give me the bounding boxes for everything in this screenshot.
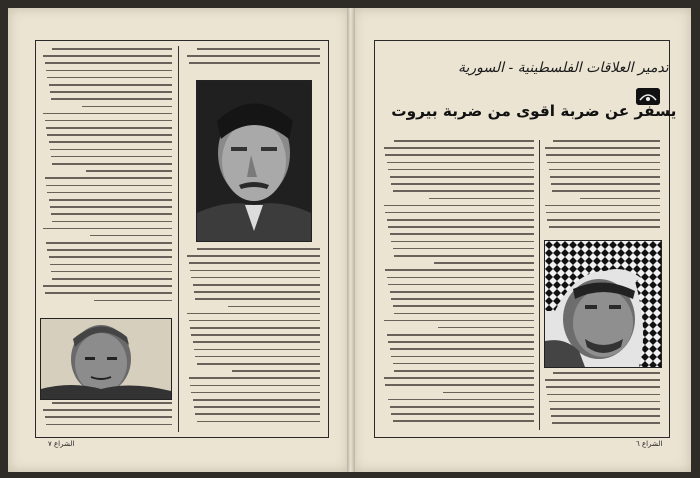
text-line xyxy=(90,235,172,237)
left-column-rule xyxy=(178,46,179,432)
text-line xyxy=(50,206,172,208)
text-line xyxy=(390,406,534,408)
text-line xyxy=(46,127,172,129)
text-line xyxy=(46,424,172,426)
text-line xyxy=(390,233,534,235)
text-line xyxy=(546,154,660,156)
right-article-column-1 xyxy=(544,140,660,236)
text-line xyxy=(190,327,320,329)
text-line xyxy=(552,190,660,192)
text-line xyxy=(394,255,534,257)
text-line xyxy=(228,306,320,308)
text-line xyxy=(189,262,320,264)
text-line xyxy=(50,264,172,266)
left-article-column-2 xyxy=(186,248,320,432)
text-line xyxy=(194,291,320,293)
text-line xyxy=(388,169,534,171)
text-line xyxy=(190,385,320,387)
text-line xyxy=(49,84,173,86)
text-line xyxy=(189,62,320,64)
text-line xyxy=(193,284,320,286)
text-line xyxy=(197,248,320,250)
text-line xyxy=(385,384,534,386)
text-line xyxy=(549,401,660,403)
right-column-rule xyxy=(539,140,540,430)
portrait-elderly-man-icon xyxy=(40,318,172,400)
text-line xyxy=(429,198,534,200)
text-line xyxy=(43,113,172,115)
text-line xyxy=(47,134,172,136)
text-line xyxy=(45,120,172,122)
text-line xyxy=(551,415,660,417)
left-article-column-1-end xyxy=(42,402,172,432)
text-line xyxy=(549,169,660,171)
text-line xyxy=(390,348,534,350)
text-line xyxy=(47,192,172,194)
text-line xyxy=(384,377,534,379)
text-line xyxy=(82,106,172,108)
text-line xyxy=(550,176,660,178)
text-line xyxy=(46,242,172,244)
text-line xyxy=(547,219,660,221)
text-line xyxy=(47,77,172,79)
text-line xyxy=(51,213,172,215)
text-line xyxy=(443,392,534,394)
text-line xyxy=(195,356,320,358)
text-line xyxy=(46,185,172,187)
text-line xyxy=(193,399,320,401)
text-line xyxy=(393,363,534,365)
text-line xyxy=(189,377,320,379)
text-line xyxy=(547,394,660,396)
keffiyeh-photo-caption xyxy=(544,372,660,430)
text-line xyxy=(393,190,534,192)
text-line xyxy=(51,98,172,100)
text-line xyxy=(394,313,534,315)
text-line xyxy=(187,255,320,257)
text-line xyxy=(191,277,320,279)
text-line xyxy=(393,420,534,422)
text-line xyxy=(94,300,172,302)
text-line xyxy=(187,55,320,57)
text-line xyxy=(384,147,534,149)
text-line xyxy=(388,399,534,401)
text-line xyxy=(52,163,172,165)
text-line xyxy=(549,226,660,228)
text-line xyxy=(387,162,534,164)
portrait-man-mustache-icon xyxy=(196,80,312,242)
text-line xyxy=(43,228,172,230)
text-line xyxy=(547,162,660,164)
text-line xyxy=(197,363,320,365)
text-line xyxy=(551,183,660,185)
text-line xyxy=(388,341,534,343)
text-line xyxy=(553,140,660,142)
text-line xyxy=(384,320,534,322)
text-line xyxy=(49,256,173,258)
text-line xyxy=(43,285,172,287)
text-line xyxy=(51,271,172,273)
text-line xyxy=(43,55,172,57)
text-line xyxy=(45,292,172,294)
text-line xyxy=(194,349,320,351)
text-line xyxy=(391,413,534,415)
text-line xyxy=(191,392,320,394)
text-line xyxy=(387,219,534,221)
text-line xyxy=(47,249,172,251)
text-line xyxy=(387,334,534,336)
text-line xyxy=(385,154,534,156)
text-line xyxy=(390,291,534,293)
text-line xyxy=(45,177,172,179)
text-line xyxy=(194,406,320,408)
text-line xyxy=(50,149,172,151)
text-line xyxy=(191,334,320,336)
text-line xyxy=(546,212,660,214)
text-line xyxy=(187,313,320,315)
text-line xyxy=(546,386,660,388)
text-line xyxy=(197,421,320,423)
text-line xyxy=(393,248,534,250)
text-line xyxy=(195,413,320,415)
portrait-keffiyeh-man-icon xyxy=(544,240,662,368)
text-line xyxy=(49,141,173,143)
text-line xyxy=(552,422,660,424)
text-line xyxy=(45,416,172,418)
text-line xyxy=(384,205,534,207)
text-line xyxy=(49,199,173,201)
text-line xyxy=(545,205,660,207)
text-line xyxy=(43,409,172,411)
text-line xyxy=(387,277,534,279)
text-line xyxy=(388,226,534,228)
right-article-column-2 xyxy=(382,140,534,430)
text-line xyxy=(46,70,172,72)
text-line xyxy=(388,284,534,286)
text-line xyxy=(391,241,534,243)
article-headline: يسفر عن ضربة اقوى من ضربة بيروت xyxy=(391,102,677,120)
text-line xyxy=(580,198,660,200)
text-line xyxy=(394,140,534,142)
text-line xyxy=(190,270,320,272)
text-line xyxy=(391,183,534,185)
text-line xyxy=(434,262,534,264)
right-folio: الشراع ٦ xyxy=(636,440,663,448)
magazine-spine xyxy=(347,8,355,472)
text-line xyxy=(391,298,534,300)
text-line xyxy=(189,320,320,322)
text-line xyxy=(193,341,320,343)
text-line xyxy=(385,269,534,271)
text-line xyxy=(52,221,172,223)
text-line xyxy=(197,48,320,50)
text-line xyxy=(393,305,534,307)
top-photo-caption xyxy=(186,48,320,74)
text-line xyxy=(391,356,534,358)
text-line xyxy=(545,147,660,149)
text-line xyxy=(52,278,172,280)
text-line xyxy=(52,48,172,50)
left-folio: الشراع ٧ xyxy=(48,440,75,448)
left-article-column-1 xyxy=(42,48,172,310)
text-line xyxy=(438,327,534,329)
text-line xyxy=(545,379,660,381)
text-line xyxy=(86,170,172,172)
text-line xyxy=(195,298,320,300)
text-line xyxy=(232,370,320,372)
text-line xyxy=(51,156,172,158)
text-line xyxy=(385,212,534,214)
text-line xyxy=(52,402,172,404)
article-kicker: تدمير العلاقات الفلسطينية - السورية xyxy=(458,60,669,76)
text-line xyxy=(550,408,660,410)
text-line xyxy=(390,176,534,178)
text-line xyxy=(45,62,172,64)
text-line xyxy=(394,370,534,372)
text-line xyxy=(553,372,660,374)
text-line xyxy=(50,91,172,93)
